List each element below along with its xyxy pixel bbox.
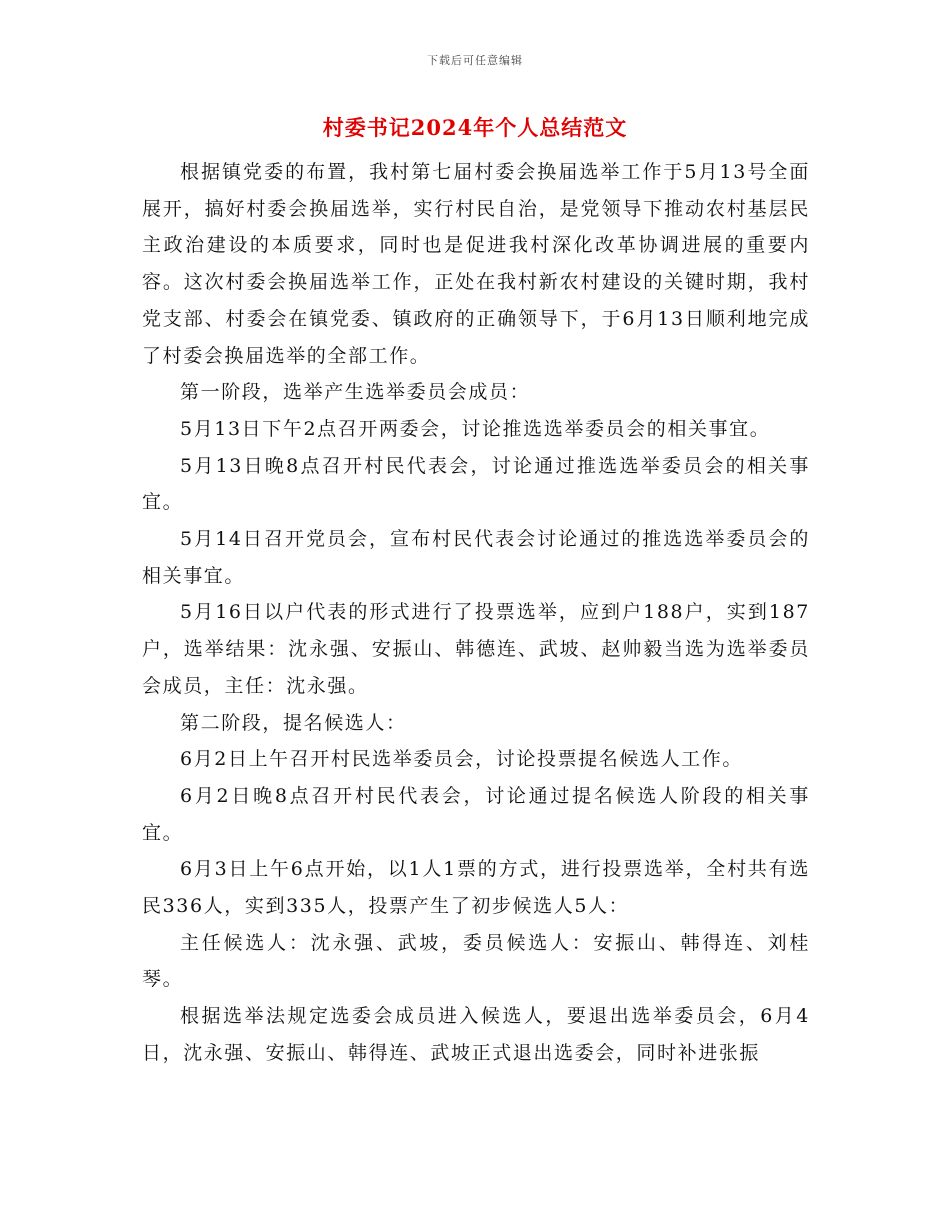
paragraph: 5月13日晚8点召开村民代表会，讨论通过推选选举委员会的相关事宜。 xyxy=(142,454,810,514)
paragraph: 5月16日以户代表的形式进行了投票选举，应到户188户，实到187户，选举结果：沈永强、安振山、韩德连、武坡、赵帅毅当选为选举委员会成员，主任：沈永强。 xyxy=(142,601,810,697)
paragraph: 6月2日上午召开村民选举委员会，讨论投票提名候选人工作。 xyxy=(180,748,743,771)
paragraph: 5月14日召开党员会，宣布村民代表会讨论通过的推选选举委员会的相关事宜。 xyxy=(142,528,810,587)
header-note: 下载后可任意编辑 xyxy=(427,54,523,67)
document-title: 村委书记2024年个人总结范文 xyxy=(322,115,628,140)
paragraph: 6月2日晚8点召开村民代表会，讨论通过提名候选人阶段的相关事宜。 xyxy=(142,784,810,844)
paragraph: 主任候选人：沈永强、武坡，委员候选人：安振山、韩得连、刘桂琴。 xyxy=(142,931,810,991)
paragraph: 根据选举法规定选委会成员进入候选人，要退出选举委员会，6月4日，沈永强、安振山、韩得连、武坡正式退出选委会，同时补进张振 xyxy=(142,1005,810,1064)
paragraph: 第一阶段，选举产生选举委员会成员： xyxy=(180,381,531,404)
paragraph: 5月13日下午2点召开两委会，讨论推选选举委员会的相关事宜。 xyxy=(180,417,771,440)
paragraph: 第二阶段，提名候选人： xyxy=(180,711,407,734)
paragraph: 6月3日上午6点开始，以1人1票的方式，进行投票选举，全村共有选民336人，实到335人，投票产生了初步候选人5人： xyxy=(142,858,810,918)
paragraph: 根据镇党委的布置，我村第七届村委会换届选举工作于5月13号全面展开，搞好村委会换届选举，实行村民自治，是党领导下推动农村基层民主政治建设的本质要求，同时也是促进我村深化改革协调进展的重要内容。这次村委会换届选举工作，正处在我村新农村建设的关键时期，我村党支部、村委会在镇党委、镇政府的正确领导下，于6月13日顺利地完成了村委会换届选举的全部工作。 xyxy=(142,161,810,367)
document-body xyxy=(142,154,810,1072)
